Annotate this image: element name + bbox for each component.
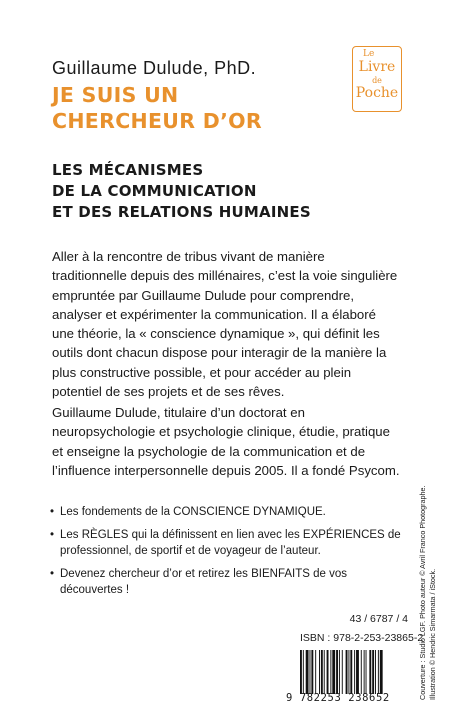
list-item-text: Devenez chercheur d’or et retirez les BIENFAITS de vos découvertes ! xyxy=(60,567,347,596)
book-subtitle xyxy=(52,160,311,223)
barcode-bar xyxy=(369,650,371,694)
list-item xyxy=(50,527,410,560)
barcode-bar xyxy=(364,650,365,694)
barcode-bar xyxy=(342,650,343,694)
barcode-bar xyxy=(311,650,313,694)
summary-paragraph: Aller à la rencontre de tribus vivant de manière traditionnelle depuis des millénaires, c’est la voie singulière empruntée par Guillaume Dulude pour comprendre, analyser et expérimenter la communication. Il a élaboré une théorie, la « conscience dynamique », qui définit les outils dont chacun dispose pour interagir de la manière la plus constructive possible, et pour accéder au plein potentiel de ses projets et de ses rêves. xyxy=(52,249,398,400)
subtitle-line-3: ET DES RELATIONS HUMAINES xyxy=(52,203,311,221)
author-name: Guillaume Dulude, PhD. xyxy=(52,58,257,78)
logo-livre: Livre xyxy=(358,59,396,75)
barcode-bar xyxy=(300,650,302,694)
author-bio-paragraph: Guillaume Dulude, titulaire d’un doctorat en neuropsychologie et psychologie clinique, étudie, pratique et enseigne la psychologie de la communication et de l’influence interpersonnelle depuis 2005. Il a fondé Psycom. xyxy=(52,405,400,478)
credits-line-1: Couverture : Studio LGF. Photo auteur © Avril Franco Photographe. xyxy=(418,485,427,700)
barcode-bar xyxy=(356,650,359,694)
list-item xyxy=(50,566,410,599)
highlights-list xyxy=(50,504,410,605)
barcode-bar xyxy=(330,650,331,694)
bullet-icon: • xyxy=(50,567,55,580)
barcode-bar xyxy=(319,650,320,694)
logo-de: de xyxy=(372,76,382,85)
title-line-1: JE SUIS UN xyxy=(52,83,179,107)
barcode-bar xyxy=(366,650,367,694)
barcode-bar xyxy=(310,650,311,694)
barcode-bar xyxy=(306,650,309,694)
barcode-bar xyxy=(375,650,376,694)
barcode-bar xyxy=(327,650,329,694)
barcode-bar xyxy=(321,650,323,694)
barcode-bar xyxy=(354,650,355,694)
credits-line-2: Illustration © Hendric Simarmata / iStock. xyxy=(427,568,437,700)
barcode-bar xyxy=(324,650,325,694)
barcode-bar xyxy=(332,650,335,694)
subtitle-line-2: DE LA COMMUNICATION xyxy=(52,182,257,200)
barcode-icon xyxy=(298,650,410,694)
barcode-bar xyxy=(339,650,340,694)
barcode-bar xyxy=(303,650,304,694)
book-title xyxy=(52,82,262,134)
publisher-logo xyxy=(352,46,402,112)
logo-poche: Poche xyxy=(355,85,399,101)
barcode-bar xyxy=(348,650,349,694)
barcode-bar xyxy=(361,650,362,694)
list-item xyxy=(50,504,410,521)
isbn-number: ISBN : 978-2-253-23865-2 xyxy=(300,632,424,644)
logo-le: Le xyxy=(363,49,375,59)
barcode-bar xyxy=(378,650,379,694)
list-item-text: Les fondements de la CONSCIENCE DYNAMIQUE. xyxy=(60,506,326,518)
title-line-2: CHERCHEUR D’OR xyxy=(52,109,262,133)
barcode-bar xyxy=(336,650,338,694)
barcode-digits: 9 782253 238652 xyxy=(286,692,390,704)
bullet-icon: • xyxy=(50,506,55,518)
catalog-code: 43 / 6787 / 4 xyxy=(349,613,408,625)
bullet-icon: • xyxy=(50,528,55,541)
barcode-bar xyxy=(350,650,352,694)
barcode-bar xyxy=(315,650,316,694)
cover-credits xyxy=(418,485,437,700)
barcode-bar xyxy=(380,650,383,694)
barcode-bar xyxy=(346,650,348,694)
list-item-text: Les RÈGLES qui la définissent en lien avec les EXPÉRIENCES de professionnel, de sportif et de voyageur de l’auteur. xyxy=(60,528,401,557)
subtitle-line-1: LES MÉCANISMES xyxy=(52,161,204,179)
barcode-bar xyxy=(372,650,374,694)
